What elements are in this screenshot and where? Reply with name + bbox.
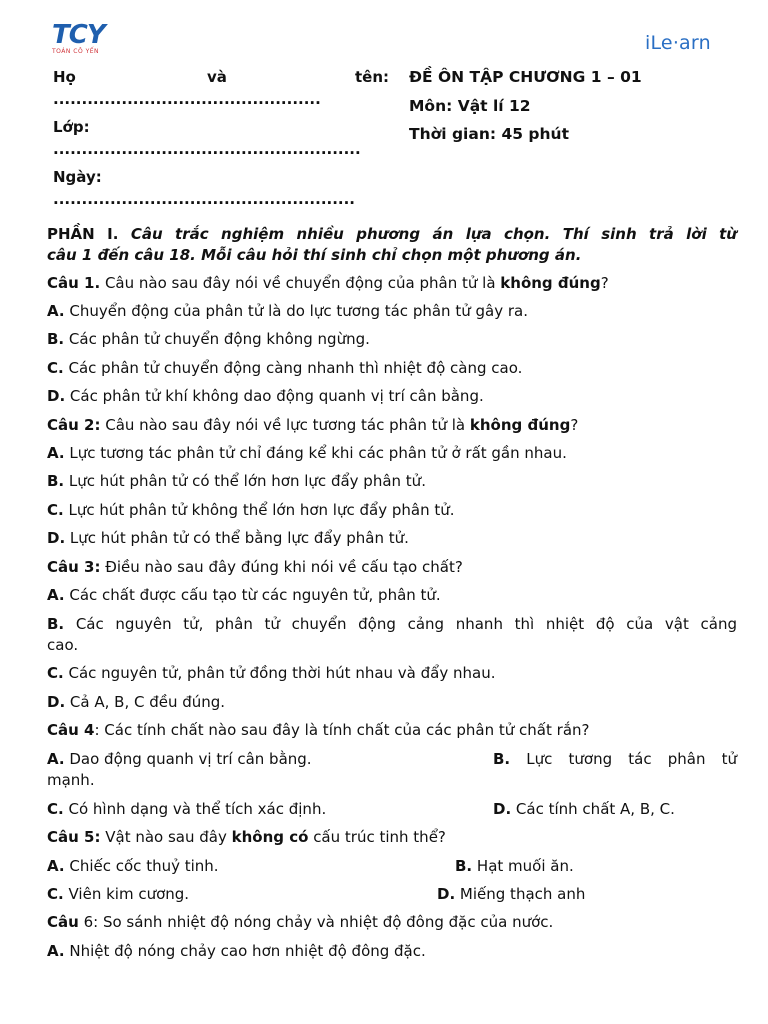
option-key: D. xyxy=(47,529,66,547)
section-instruction-1: Câu trắc nghiệm nhiều phương án lựa chọn. Thí sinh trả lời từ xyxy=(118,225,737,243)
section-label: PHẦN I. xyxy=(47,225,119,243)
name-label-ten-wrap xyxy=(355,68,389,86)
ilearn-logo: iLe·arn xyxy=(645,32,711,54)
question-emphasis: không có xyxy=(231,828,309,846)
option-key: A. xyxy=(47,750,65,768)
option-key: C. xyxy=(47,359,64,377)
question-1-option-a[interactable] xyxy=(47,301,737,321)
question-3-option-b-cont: cao. xyxy=(47,636,79,654)
question-6-option-a[interactable] xyxy=(47,941,737,961)
question-text: Điều nào sau đây đúng khi nói về cấu tạo chất? xyxy=(100,558,463,576)
name-label-va-wrap xyxy=(207,68,227,86)
section-instruction-2: câu 1 đến câu 18. Mỗi câu hỏi thí sinh chỉ chọn một phương án. xyxy=(47,246,582,264)
question-emphasis: không đúng xyxy=(469,416,571,434)
question-5-option-b[interactable] xyxy=(455,856,574,876)
question-3-option-b[interactable] xyxy=(47,614,737,634)
option-key: D. xyxy=(47,387,66,405)
question-number: Câu 2: xyxy=(47,416,101,434)
option-text: Các phân tử chuyển động không ngừng. xyxy=(64,330,370,348)
option-text: Lực hút phân tử có thể lớn hơn lực đẩy phân tử. xyxy=(64,472,426,490)
option-text: Lực hút phân tử không thể lớn hơn lực đẩy phân tử. xyxy=(63,501,455,519)
question-3 xyxy=(47,557,737,577)
question-4-option-b-cont: mạnh. xyxy=(47,771,95,789)
option-text: Nhiệt độ nóng chảy cao hơn nhiệt độ đông đặc. xyxy=(64,942,426,960)
date-label: Ngày: xyxy=(53,168,102,186)
question-5-option-c[interactable] xyxy=(47,884,737,904)
option-key: B. xyxy=(455,857,473,875)
question-2-option-d[interactable] xyxy=(47,528,737,548)
option-key: A. xyxy=(47,302,65,320)
option-text: Viên kim cương. xyxy=(63,885,190,903)
option-key: A. xyxy=(47,857,65,875)
question-text: Vật nào sau đây xyxy=(100,828,232,846)
date-dots[interactable]: ..................................................... xyxy=(53,190,356,208)
question-6 xyxy=(47,912,737,932)
question-4-option-d[interactable] xyxy=(493,799,675,819)
class-dots[interactable]: ...................................................... xyxy=(53,140,361,158)
question-number: Câu 4 xyxy=(47,721,95,739)
option-text: Cả A, B, C đều đúng. xyxy=(65,693,226,711)
option-text: Hạt muối ăn. xyxy=(472,857,574,875)
question-3-option-c[interactable] xyxy=(47,663,737,683)
question-3-option-d[interactable] xyxy=(47,692,737,712)
question-text: : Các tính chất nào sau đây là tính chất của các phân tử chất rắn? xyxy=(94,721,590,739)
option-key: B. xyxy=(47,330,65,348)
question-1-option-d[interactable] xyxy=(47,386,737,406)
question-5-option-d[interactable] xyxy=(437,884,585,904)
question-text: Câu nào sau đây nói về chuyển động của phân tử là xyxy=(100,274,501,292)
exam-title: ĐỀ ÔN TẬP CHƯƠNG 1 – 01 xyxy=(409,68,642,86)
question-text-end: ? xyxy=(600,274,609,292)
class-label: Lớp: xyxy=(53,118,90,136)
question-5-option-a[interactable] xyxy=(47,856,737,876)
question-5 xyxy=(47,827,737,847)
option-key: B. xyxy=(47,615,65,633)
name-row xyxy=(53,68,76,86)
question-text: Câu nào sau đây nói về lực tương tác phân tử là xyxy=(100,416,470,434)
option-text: Các nguyên tử, phân tử đồng thời hút nhau và đẩy nhau. xyxy=(63,664,496,682)
option-key: D. xyxy=(493,800,512,818)
question-2-option-a[interactable] xyxy=(47,443,737,463)
question-3-option-a[interactable] xyxy=(47,585,737,605)
option-key: A. xyxy=(47,586,65,604)
option-key: A. xyxy=(47,942,65,960)
option-text: Các phân tử khí không dao động quanh vị trí cân bằng. xyxy=(65,387,484,405)
option-key: C. xyxy=(47,885,64,903)
question-1-option-b[interactable] xyxy=(47,329,737,349)
option-text: Các chất được cấu tạo từ các nguyên tử, phân tử. xyxy=(64,586,441,604)
name-label-va: và xyxy=(207,68,227,86)
tcy-logo-subtext: TOÁN CÔ YẾN xyxy=(52,48,100,55)
exam-time: Thời gian: 45 phút xyxy=(409,125,570,143)
option-text: Lực tương tác phân tử chỉ đáng kể khi các phân tử ở rất gần nhau. xyxy=(64,444,567,462)
tcy-logo-text: TCY xyxy=(52,20,105,50)
option-text: Chuyển động của phân tử là do lực tương tác phân tử gây ra. xyxy=(64,302,528,320)
option-key: C. xyxy=(47,664,64,682)
question-1 xyxy=(47,273,737,293)
question-2 xyxy=(47,415,737,435)
question-2-option-b[interactable] xyxy=(47,471,737,491)
option-key: C. xyxy=(47,800,64,818)
option-key: B. xyxy=(47,472,65,490)
option-key: B. xyxy=(493,750,511,768)
question-text: 6: So sánh nhiệt độ nóng chảy và nhiệt độ đông đặc của nước. xyxy=(78,913,554,931)
option-text: Các tính chất A, B, C. xyxy=(511,800,675,818)
option-text: Lực tương tác phân tử xyxy=(510,750,737,768)
name-label-ho: Họ xyxy=(53,68,76,86)
option-text: Dao động quanh vị trí cân bằng. xyxy=(64,750,312,768)
section-instruction-line-1 xyxy=(47,224,737,244)
question-number: Câu 3: xyxy=(47,558,101,576)
option-key: A. xyxy=(47,444,65,462)
question-number: Câu 5: xyxy=(47,828,101,846)
question-2-option-c[interactable] xyxy=(47,500,737,520)
option-text: Lực hút phân tử có thể bằng lực đẩy phân tử. xyxy=(65,529,409,547)
option-key: C. xyxy=(47,501,64,519)
question-text-end: cấu trúc tinh thể? xyxy=(308,828,446,846)
name-label-ten: tên: xyxy=(355,68,390,86)
option-text: Miếng thạch anh xyxy=(455,885,586,903)
exam-subject: Môn: Vật lí 12 xyxy=(409,97,531,115)
tcy-logo xyxy=(52,22,112,56)
question-text-end: ? xyxy=(570,416,579,434)
question-number: Câu 1. xyxy=(47,274,101,292)
question-emphasis: không đúng xyxy=(500,274,601,292)
option-text: Chiếc cốc thuỷ tinh. xyxy=(64,857,219,875)
option-text: Có hình dạng và thể tích xác định. xyxy=(63,800,327,818)
question-1-option-c[interactable] xyxy=(47,358,737,378)
name-dots[interactable]: ............................................... xyxy=(53,90,321,108)
option-text: Các nguyên tử, phân tử chuyển động cảng nhanh thì nhiệt độ của vật cảng xyxy=(64,615,737,633)
option-key: D. xyxy=(437,885,456,903)
option-key: D. xyxy=(47,693,66,711)
question-number: Câu xyxy=(47,913,79,931)
question-4 xyxy=(47,720,737,740)
question-4-option-b[interactable] xyxy=(493,749,737,769)
option-text: Các phân tử chuyển động càng nhanh thì nhiệt độ càng cao. xyxy=(63,359,523,377)
